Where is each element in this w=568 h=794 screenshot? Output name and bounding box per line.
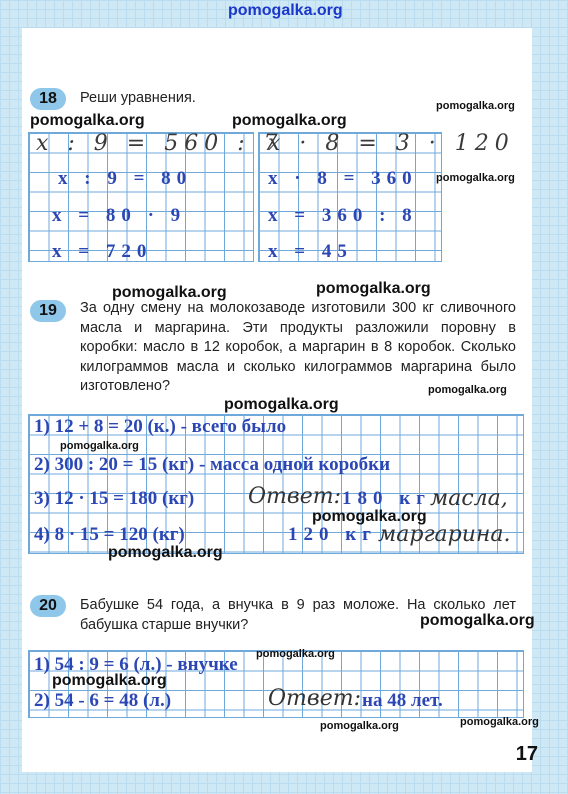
watermark: pomogalka.org: [420, 612, 535, 629]
task-18-left-equation: x : 9 = 560 : 7: [36, 131, 284, 156]
task-19-text: За одну смену на молокозаводе изготовили 300 кг сливочного масла и маргарина. Эти продукты разложили поровну в коробки: масло в 12 коробок, а маргарин в 8 коробок. Сколько килограммов масла и сколько килограммов маргарина было изготовлено?: [80, 300, 516, 394]
task-19-answer-word-1: масла,: [430, 486, 508, 511]
watermark: pomogalka.org: [256, 648, 335, 660]
task-18-right-step-2: x = 360 : 8: [268, 205, 418, 226]
task-20-number: 20: [30, 595, 66, 617]
watermark: pomogalka.org: [312, 508, 427, 525]
watermark: pomogalka.org: [320, 720, 399, 732]
task-18-instruction: Реши уравнения.: [80, 90, 196, 106]
task-20-answer-label: Ответ:: [268, 686, 361, 711]
task-19-number: 19: [30, 300, 66, 322]
site-header-link[interactable]: pomogalka.org: [228, 2, 343, 19]
task-19-step-4: 4) 8 · 15 = 120 (кг): [34, 524, 185, 545]
task-18-number: 18: [30, 88, 66, 110]
task-20-text: Бабушке 54 года, а внучка в 9 раз моложе. На сколько лет бабушка старше внучки?: [80, 597, 516, 633]
task-18-left-step-2: x = 80 · 9: [52, 205, 187, 226]
watermark: pomogalka.org: [52, 672, 167, 689]
task-19-answer-value-2: 120 кг: [288, 524, 377, 545]
task-18-right-equation: x · 8 = 3 · 120: [268, 131, 515, 156]
watermark: pomogalka.org: [460, 716, 539, 728]
watermark: pomogalka.org: [224, 396, 339, 413]
watermark: pomogalka.org: [112, 284, 227, 301]
task-18-right-step-3: x = 45: [268, 241, 353, 262]
task-19-answer-value-1: 180 кг: [342, 488, 431, 509]
task-20-step-2: 2) 54 - 6 = 48 (л.): [34, 690, 172, 711]
watermark: pomogalka.org: [232, 112, 347, 129]
task-20-step-1: 1) 54 : 9 = 6 (л.) - внучке: [34, 654, 238, 675]
task-19-step-2: 2) 300 : 20 = 15 (кг) - масса одной коробки: [34, 454, 391, 475]
watermark: pomogalka.org: [60, 440, 139, 452]
watermark: pomogalka.org: [436, 172, 515, 184]
task-19-step-3: 3) 12 · 15 = 180 (кг): [34, 488, 195, 509]
watermark: pomogalka.org: [428, 384, 507, 396]
task-20-answer-value: на 48 лет.: [362, 690, 443, 711]
page-number: 17: [515, 743, 538, 765]
watermark: pomogalka.org: [108, 544, 223, 561]
watermark: pomogalka.org: [316, 280, 431, 297]
watermark: pomogalka.org: [436, 100, 515, 112]
watermark: pomogalka.org: [30, 112, 145, 129]
task-18-left-step-1: x : 9 = 80: [58, 168, 193, 189]
task-18-left-step-3: x = 720: [52, 241, 153, 262]
task-19-answer-word-2: маргарина.: [378, 522, 511, 547]
task-19-answer-label: Ответ:: [248, 484, 341, 509]
task-18-right-step-1: x · 8 = 360: [268, 168, 418, 189]
task-19-step-1: 1) 12 + 8 = 20 (к.) - всего было: [34, 416, 287, 437]
